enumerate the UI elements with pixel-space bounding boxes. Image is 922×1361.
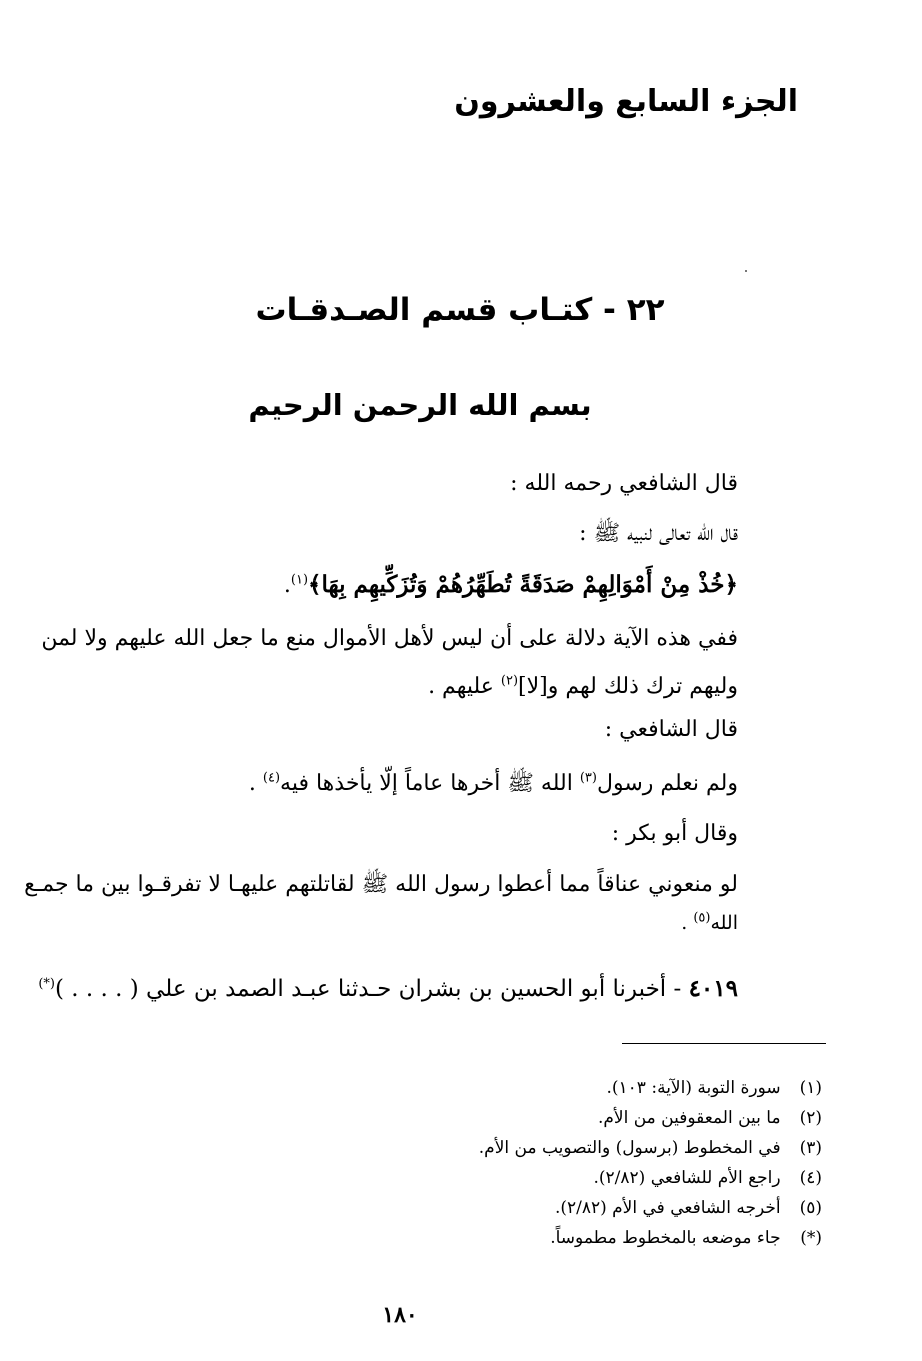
footnotes <box>302 1073 822 1253</box>
hadith-text: - أخبرنا أبو الحسين بن بشران حـدثنا عبـد الصمد بن علي ( . . . . ) <box>55 976 689 1002</box>
footnote-ref-4: (٤) <box>262 770 281 786</box>
paragraph-7-text: الله <box>710 912 738 934</box>
footnote-ref-3: (٣) <box>579 770 597 786</box>
page-number: ١٨٠ <box>382 1302 418 1328</box>
footnote-star <box>302 1223 822 1253</box>
footnote-number: (*) <box>800 1228 822 1248</box>
paragraph-5 <box>38 767 738 801</box>
footnote-number: (٤) <box>799 1168 822 1188</box>
paragraph-3-line-1: ففي هذه الآية دلالة على أن ليس لأهل الأموال منع ما جعل الله عليهم ولا لمن <box>41 626 738 651</box>
footnote-number: (٣) <box>799 1138 822 1158</box>
footnote-text: راجع الأم للشافعي (٢/٨٢). <box>593 1168 781 1188</box>
quran-verse: ﴿خُذْ مِنْ أَمْوَالِهِمْ صَدَقَةً تُطَهِّرُهُمْ وَتُزَكِّيهِم بِهَا﴾ <box>308 571 738 598</box>
footnote-ref-5: (٥) <box>693 910 711 926</box>
hadith-number: ٤٠١٩ <box>688 975 738 1002</box>
paragraph-7-line-1: لو منعوني عناقاً مما أعطوا رسول الله ﷺ لقاتلتهم عليهـا لا تفرقـوا بين ما جمـع <box>24 872 738 897</box>
footnote-number: (١) <box>799 1078 822 1098</box>
footnote-text: في المخطوط (برسول) والتصويب من الأم. <box>478 1138 781 1158</box>
paragraph-4: قال الشافعي : <box>604 717 738 742</box>
paragraph-5-end: . <box>248 771 263 796</box>
footnote-text: ما بين المعقوفين من الأم. <box>597 1108 781 1128</box>
quran-verse-line <box>38 568 738 603</box>
paragraph-5-text-b: الله ﷺ أخرها عاماً إلّا يأخذها فيه <box>280 771 580 796</box>
paragraph-6: وقال أبو بكر : <box>611 821 738 846</box>
paragraph-3-text: وليهم ترك ذلك لهم و[لا] <box>518 674 738 699</box>
paragraph-7-line-2 <box>38 906 738 940</box>
paragraph-7-end: . <box>681 912 694 934</box>
footnote-4 <box>302 1163 822 1193</box>
hadith-entry <box>18 975 738 1002</box>
paragraph-3-line-2 <box>38 670 738 704</box>
footnote-5 <box>302 1193 822 1223</box>
footnote-separator <box>622 1043 826 1044</box>
scan-speck <box>745 270 747 272</box>
footnote-text: أخرجه الشافعي في الأم (٢/٨٢). <box>554 1198 781 1218</box>
paragraph-2: قال الله تعالى لنبيه ﷺ : <box>579 521 738 546</box>
verse-period: . <box>283 573 291 598</box>
paragraph-3-end: عليهم . <box>428 674 501 699</box>
footnote-ref-star: (*) <box>38 976 55 992</box>
footnote-2 <box>302 1103 822 1133</box>
running-header: الجزء السابع والعشرون <box>454 84 798 119</box>
footnote-number: (٢) <box>799 1108 822 1128</box>
footnote-3 <box>302 1133 822 1163</box>
footnote-ref-2: (٢) <box>500 673 519 689</box>
chapter-title: ٢٢ - كتـاب قسم الصـدقـات <box>255 292 665 328</box>
footnote-number: (٥) <box>799 1198 822 1218</box>
footnote-1 <box>302 1073 822 1103</box>
paragraph-5-text-a: ولم نعلم رسول <box>596 771 738 796</box>
footnote-ref-1: (١) <box>290 572 309 588</box>
basmala: بسم الله الرحمن الرحيم <box>248 388 592 422</box>
footnote-text: جاء موضعه بالمخطوط مطموساً. <box>550 1228 781 1248</box>
paragraph-1: قال الشافعي رحمه الله : <box>510 471 738 496</box>
footnote-text: سورة التوبة (الآية: ١٠٣). <box>606 1078 781 1098</box>
